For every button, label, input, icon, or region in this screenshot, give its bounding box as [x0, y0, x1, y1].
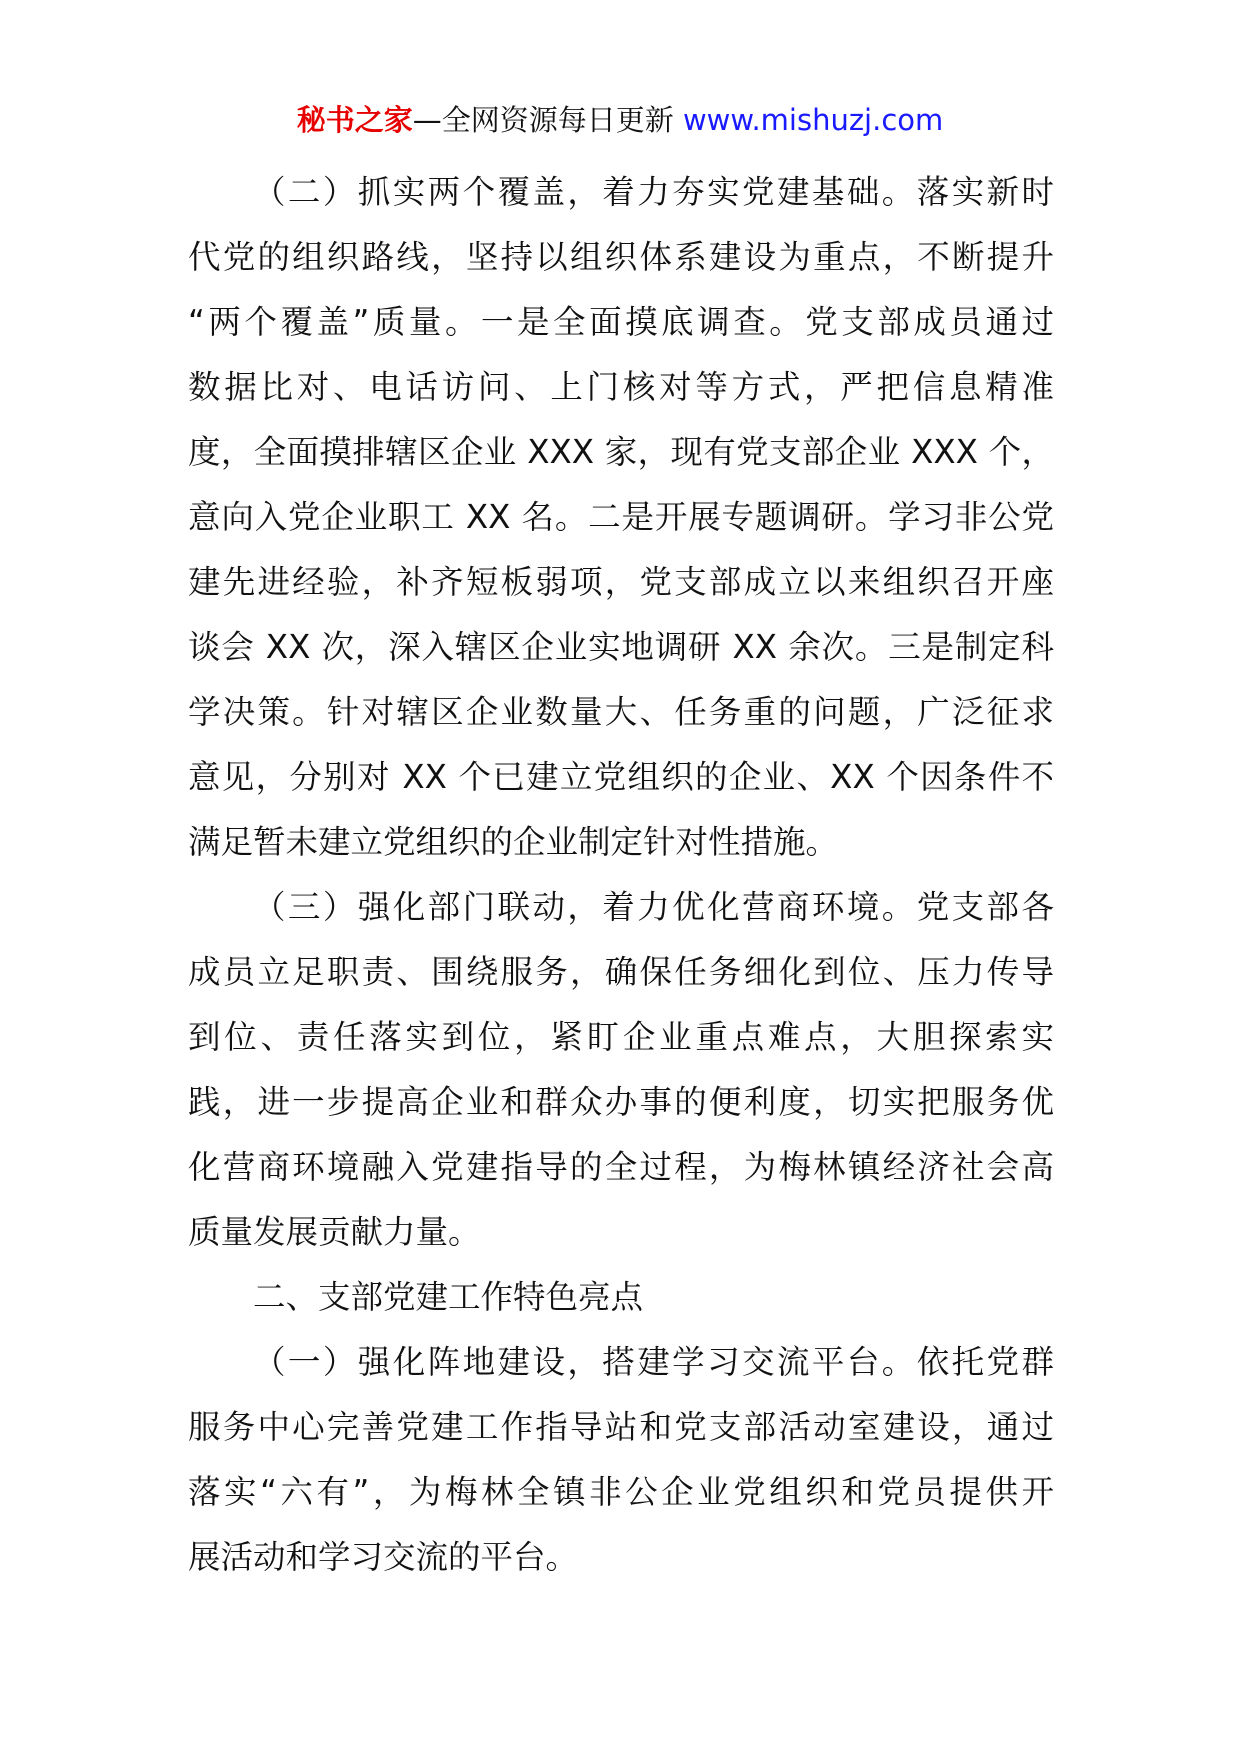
paragraph-line: 满足暂未建立党组织的企业制定针对性措施。 — [188, 823, 839, 861]
paragraph-line: 化营商环境融入党建指导的全过程，为梅林镇经济社会高 — [188, 1148, 1054, 1186]
paragraph-line: 质量发展贡献力量。 — [188, 1213, 481, 1251]
site-brand: 秘书之家 — [296, 103, 413, 137]
paragraph-line: 学决策。针对辖区企业数量大、任务重的问题，广泛征求 — [188, 693, 1054, 731]
section-heading: 二、支部党建工作特色亮点 — [253, 1278, 644, 1316]
paragraph-line: “两个覆盖”质量。一是全面摸底调查。党支部成员通过 — [188, 303, 1054, 341]
paragraph-line: 落实“六有”，为梅林全镇非公企业党组织和党员提供开 — [188, 1473, 1054, 1511]
site-url[interactable]: www.mishuzj.com — [682, 103, 944, 137]
site-tagline: —全网资源每日更新 — [412, 103, 683, 137]
site-header — [0, 100, 1240, 140]
paragraph-line: 建先进经验，补齐短板弱项，党支部成立以来组织召开座 — [188, 563, 1054, 601]
paragraph-line: （三）强化部门联动，着力优化营商环境。党支部各 — [253, 888, 1054, 926]
paragraph-line: 数据比对、电话访问、上门核对等方式，严把信息精准 — [188, 368, 1054, 406]
paragraph-line: 服务中心完善党建工作指导站和党支部活动室建设，通过 — [188, 1408, 1054, 1446]
paragraph-line: 意见，分别对 XX 个已建立党组织的企业、XX 个因条件不 — [188, 758, 1054, 796]
paragraph-line: 践，进一步提高企业和群众办事的便利度，切实把服务优 — [188, 1083, 1054, 1121]
document-body — [188, 160, 1054, 1590]
paragraph-line: 展活动和学习交流的平台。 — [188, 1538, 579, 1576]
paragraph-line: 度，全面摸排辖区企业 XXX 家，现有党支部企业 XXX 个， — [188, 433, 1054, 471]
paragraph-line: （二）抓实两个覆盖，着力夯实党建基础。落实新时 — [253, 173, 1054, 211]
paragraph-line: 意向入党企业职工 XX 名。二是开展专题调研。学习非公党 — [188, 498, 1054, 536]
paragraph-line: 谈会 XX 次，深入辖区企业实地调研 XX 余次。三是制定科 — [188, 628, 1054, 666]
paragraph-line: 到位、责任落实到位，紧盯企业重点难点，大胆探索实 — [188, 1018, 1054, 1056]
paragraph-line: （一）强化阵地建设，搭建学习交流平台。依托党群 — [253, 1343, 1054, 1381]
paragraph-line: 成员立足职责、围绕服务，确保任务细化到位、压力传导 — [188, 953, 1054, 991]
paragraph-line: 代党的组织路线，坚持以组织体系建设为重点，不断提升 — [188, 238, 1054, 276]
